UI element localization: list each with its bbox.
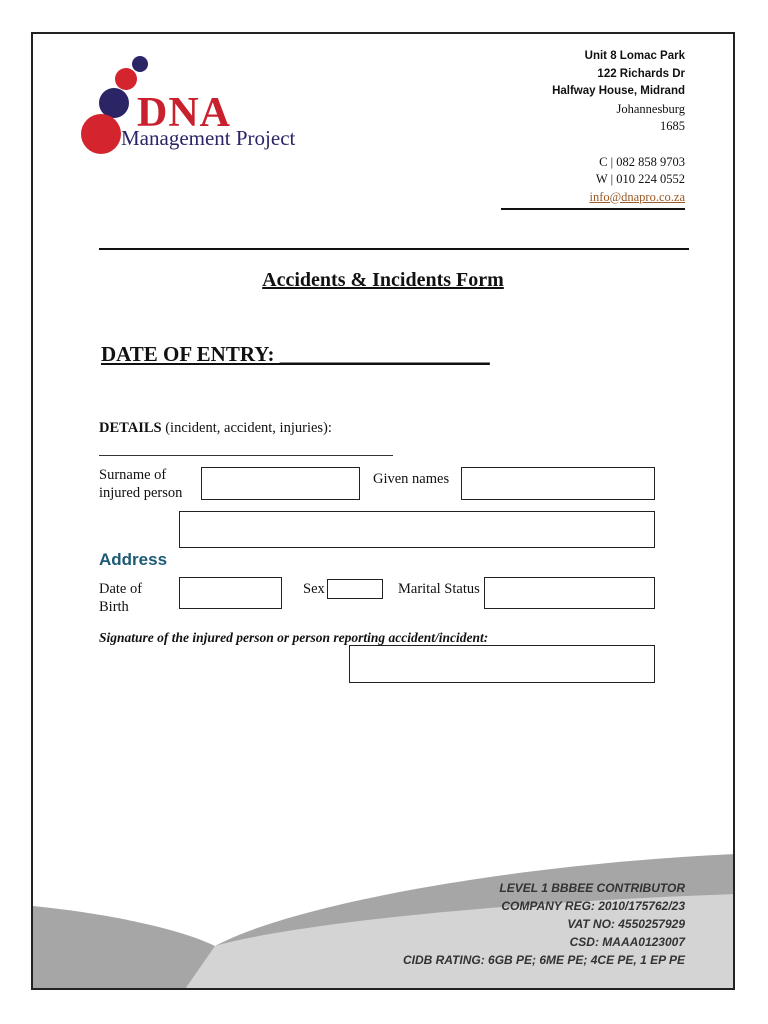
address-line-1: Unit 8 Lomac Park	[584, 50, 685, 62]
dob-label-line-1: Date of	[99, 581, 143, 597]
footer-wave	[33, 34, 735, 990]
details-bold: DETAILS	[99, 420, 162, 436]
logo-brand-text: DNA	[137, 90, 231, 136]
surname-label-line-1: Surname of	[99, 467, 167, 483]
footer-vat: VAT NO: 4550257929	[567, 917, 685, 931]
form-title: Accidents & Incidents Form	[262, 269, 504, 291]
address-line-3: Halfway House, Midrand	[552, 85, 685, 97]
date-of-entry: DATE OF ENTRY: ____________________	[101, 342, 490, 366]
footer-company-reg: COMPANY REG: 2010/175762/23	[501, 899, 685, 913]
dob-label-line-2: Birth	[99, 599, 129, 615]
given-names-label: Given names	[373, 471, 450, 487]
footer-cidb: CIDB RATING: 6GB PE; 6ME PE; 4CE PE, 1 EP PE	[402, 953, 685, 967]
address-postal-code: 1685	[660, 119, 685, 133]
form-page	[31, 32, 735, 990]
signature-label: Signature of the injured person or person reporting accident/incident:	[99, 630, 489, 645]
address-line-2: 122 Richards Dr	[597, 67, 685, 80]
sex-label: Sex	[303, 581, 325, 597]
surname-label-line-2: injured person	[99, 485, 183, 501]
cell-phone: C | 082 858 9703	[599, 154, 685, 169]
footer-info	[403, 879, 685, 969]
work-phone: W | 010 224 0552	[595, 172, 685, 186]
marital-status-label: Marital Status	[398, 581, 480, 597]
address-city: Johannesburg	[616, 101, 685, 116]
logo-subtitle-text: Management Project	[121, 126, 296, 150]
footer-bbbee: LEVEL 1 BBBEE CONTRIBUTOR	[499, 881, 685, 895]
footer-csd: CSD: MAAA0123007	[569, 935, 685, 949]
email-link[interactable]: info@dnapro.co.za	[589, 189, 685, 204]
address-label: Address	[99, 550, 168, 569]
details-note: (incident, accident, injuries):	[161, 420, 332, 436]
